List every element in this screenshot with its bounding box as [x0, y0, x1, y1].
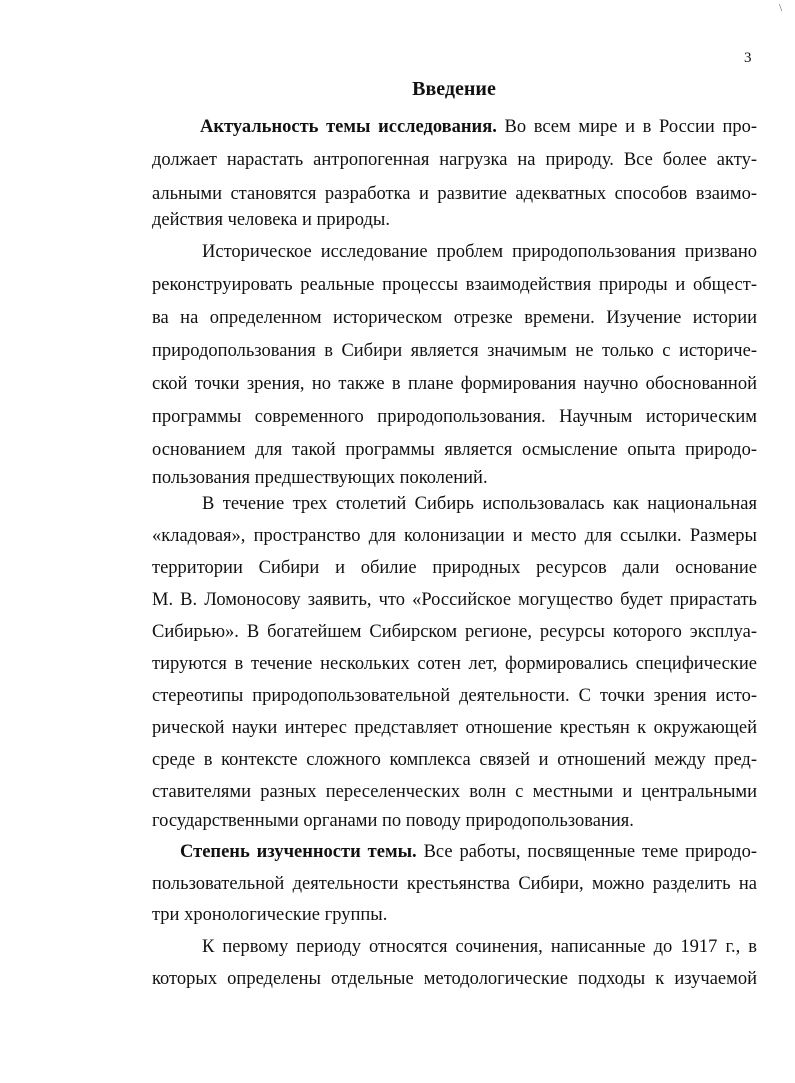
- text-line: [152, 466, 488, 490]
- line-text: реконструировать реальные процессы взаимодействия природы и общест-: [152, 275, 757, 295]
- text-line: [152, 339, 757, 363]
- line-text: Сибирью». В богатейшем Сибирском регионе, ресурсы которого эксплуа-: [152, 622, 757, 642]
- line-text: рической науки интерес представляет отношение крестьян к окружающей: [152, 718, 757, 738]
- text-line: [152, 872, 757, 896]
- line-text: пользования предшествующих поколений.: [152, 468, 488, 488]
- line-text: альными становятся разработка и развитие адекватных способов взаимо-: [152, 184, 757, 204]
- line-text: среде в контексте сложного комплекса связей и отношений между пред-: [152, 750, 757, 770]
- bold-lead-text: Степень изученности темы.: [180, 842, 417, 862]
- scan-corner-mark: \: [779, 2, 783, 14]
- text-line: [152, 148, 757, 172]
- line-text: К первому периоду относятся сочинения, написанные до 1917 г., в: [202, 937, 757, 957]
- text-line: [152, 405, 757, 429]
- text-line: [202, 935, 757, 959]
- text-line: [152, 748, 757, 772]
- text-line: [152, 967, 757, 991]
- text-line: [152, 372, 757, 396]
- line-text: тируются в течение нескольких сотен лет, формировались специфические: [152, 654, 757, 674]
- line-text: М. В. Ломоносову заявить, что «Российское могущество будет прирастать: [152, 590, 757, 610]
- bold-lead-text: Актуальность темы исследования.: [200, 117, 497, 137]
- text-line: [200, 115, 757, 139]
- text-line: [152, 809, 634, 833]
- line-text: природопользования в Сибири является значимым не только с историче-: [152, 341, 757, 361]
- text-line: [152, 182, 757, 206]
- line-text: программы современного природопользования. Научным историческим: [152, 407, 757, 427]
- text-line: [152, 438, 757, 462]
- text-line: [152, 273, 757, 297]
- line-text: которых определены отдельные методологические подходы к изучаемой: [152, 969, 757, 989]
- line-text: территории Сибири и обилие природных ресурсов дали основание: [152, 558, 757, 578]
- line-text: Во всем мире и в России про-: [496, 117, 757, 137]
- line-text: пользовательной деятельности крестьянства Сибири, можно разделить на: [152, 874, 757, 894]
- line-text: стереотипы природопользовательной деятельности. С точки зрения исто-: [152, 686, 757, 706]
- text-line: [202, 240, 757, 264]
- text-line: [152, 684, 757, 708]
- text-line: [152, 903, 387, 927]
- line-text: ской точки зрения, но также в плане формирования научно обоснованной: [152, 374, 757, 394]
- line-text: основанием для такой программы является осмысление опыта природо-: [152, 440, 757, 460]
- text-line: [180, 840, 757, 864]
- line-text: должает нарастать антропогенная нагрузка на природу. Все более акту-: [152, 150, 757, 170]
- text-line: [152, 588, 757, 612]
- text-line: [202, 492, 757, 516]
- line-text: действия человека и природы.: [152, 210, 390, 230]
- line-text: ва на определенном историческом отрезке времени. Изучение истории: [152, 308, 757, 328]
- text-line: [152, 716, 757, 740]
- text-line: [152, 780, 757, 804]
- text-line: [152, 524, 757, 548]
- text-line: [152, 652, 757, 676]
- line-text: три хронологические группы.: [152, 905, 388, 925]
- section-title: Введение: [412, 78, 496, 100]
- text-line: [152, 306, 757, 330]
- line-text: «кладовая», пространство для колонизации и место для ссылки. Размеры: [152, 526, 757, 546]
- page-number: 3: [744, 50, 752, 66]
- line-text: ставителями разных переселенческих волн с местными и центральными: [152, 782, 757, 802]
- line-text: государственными органами по поводу природопользования.: [152, 811, 634, 831]
- line-text: В течение трех столетий Сибирь использовалась как национальная: [202, 494, 757, 514]
- line-text: Все работы, посвященные теме природо-: [416, 842, 757, 862]
- text-line: [152, 620, 757, 644]
- text-line: [152, 208, 390, 232]
- text-line: [152, 556, 757, 580]
- line-text: Историческое исследование проблем природопользования призвано: [202, 242, 757, 262]
